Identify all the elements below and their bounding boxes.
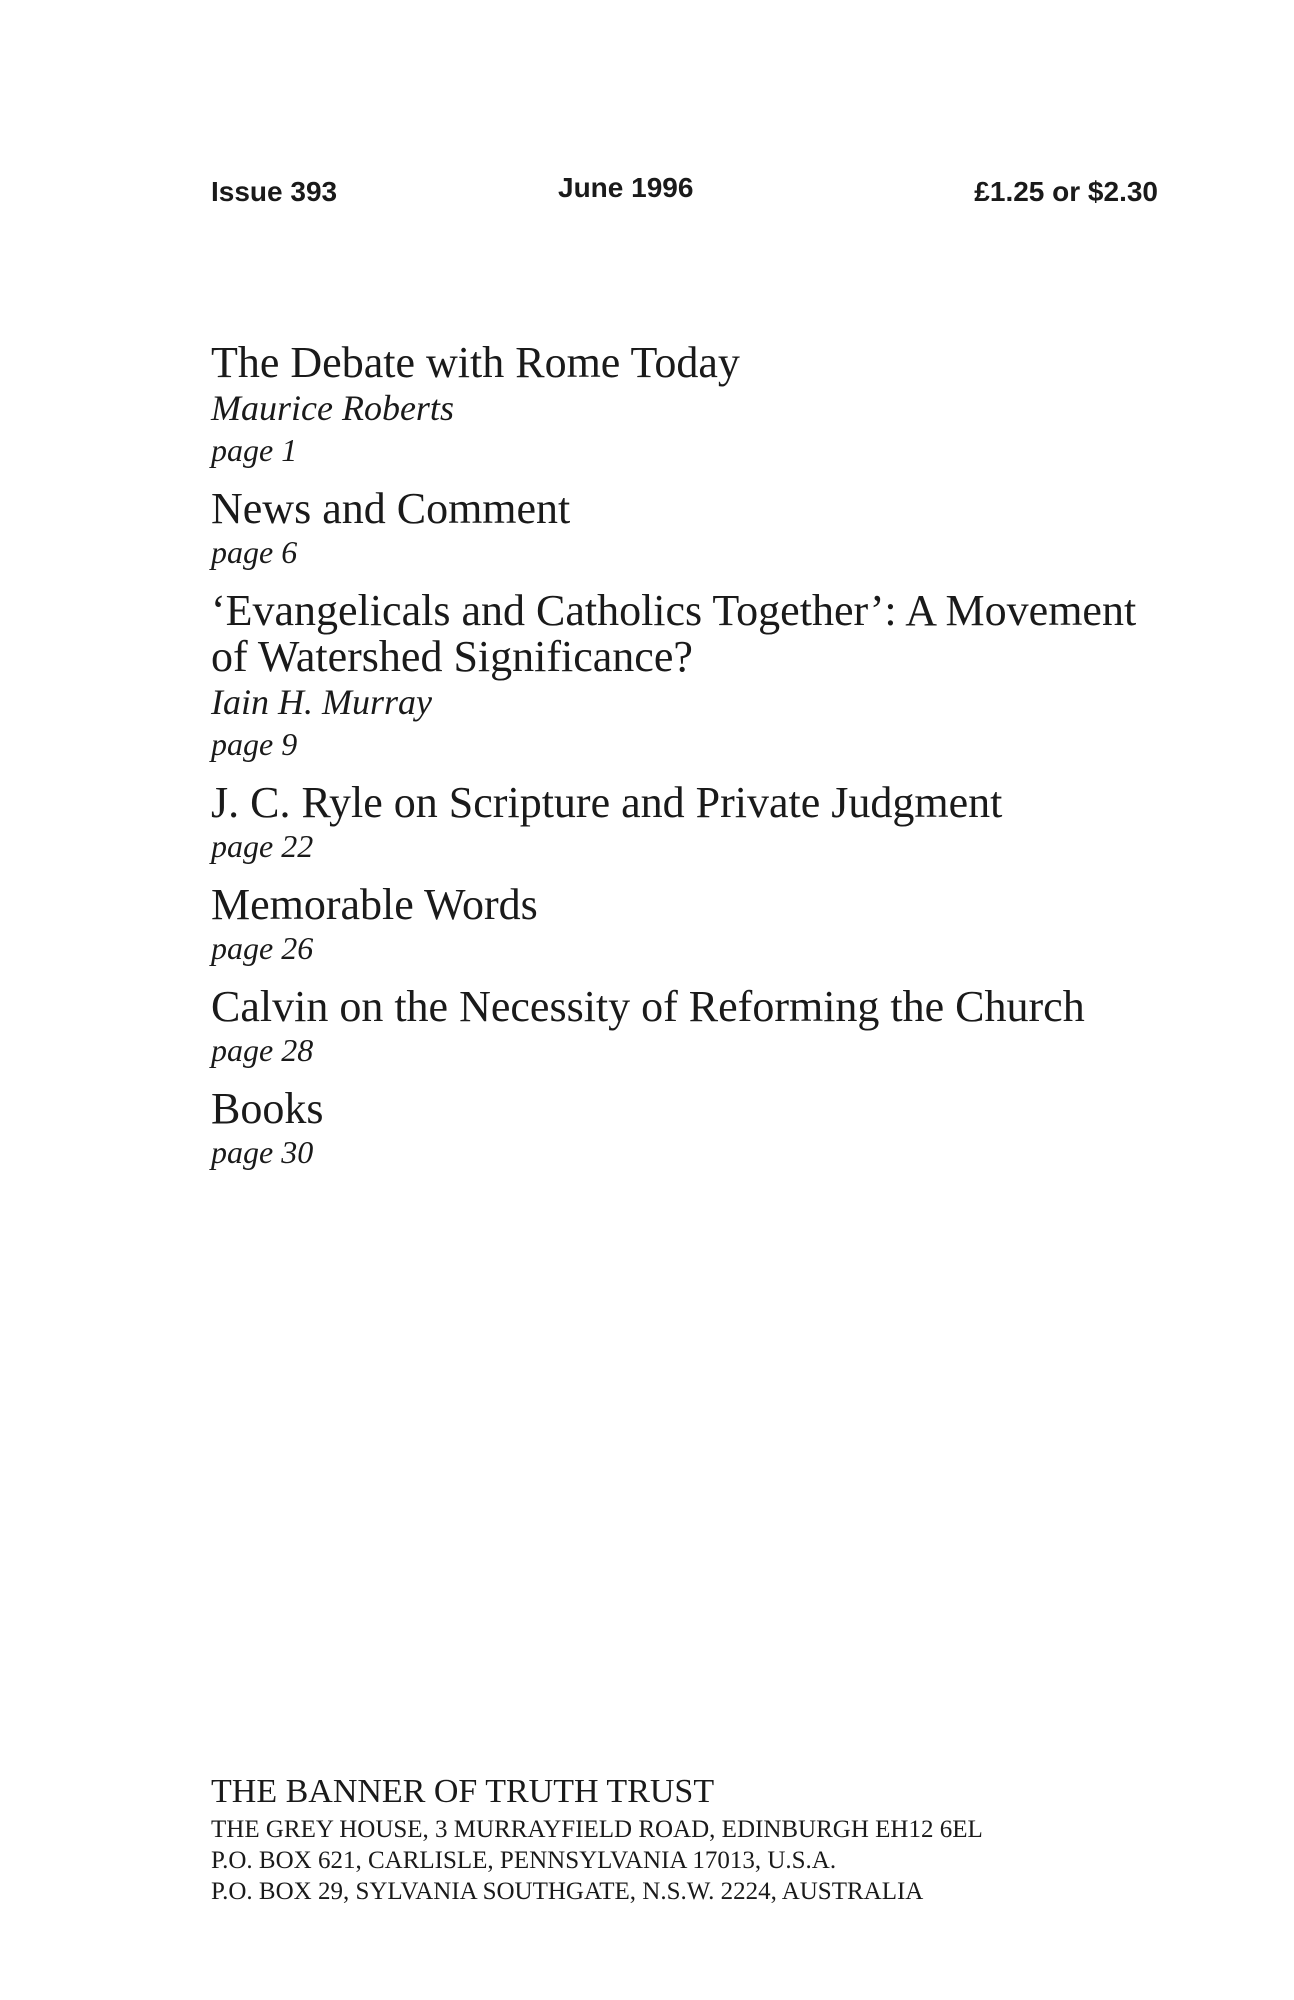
- contents-entry: [211, 486, 1171, 572]
- issue-header: [211, 172, 1158, 216]
- publisher-block: [211, 1770, 1171, 1907]
- publisher-address: THE GREY HOUSE, 3 MURRAYFIELD ROAD, EDINBURGH EH12 6EL: [211, 1816, 983, 1843]
- entry-page: page 6: [211, 534, 298, 570]
- contents-entry: [211, 340, 1171, 470]
- issue-number: Issue 393: [211, 176, 338, 207]
- entry-title: ‘Evangelicals and Catholics Together’: A Movement of Watershed Significance?: [211, 586, 1137, 681]
- issue-price: £1.25 or $2.30: [974, 176, 1158, 207]
- contents-entry: [211, 882, 1171, 968]
- entry-title: J. C. Ryle on Scripture and Private Judgment: [211, 778, 1003, 827]
- publisher-address: P.O. BOX 621, CARLISLE, PENNSYLVANIA 17013, U.S.A.: [211, 1847, 837, 1874]
- entry-page: page 1: [211, 432, 298, 468]
- entry-title: Calvin on the Necessity of Reforming the Church: [211, 982, 1085, 1031]
- entry-page: page 9: [211, 726, 298, 762]
- entry-page: page 30: [211, 1134, 314, 1170]
- entry-page: page 22: [211, 828, 314, 864]
- entry-title: Memorable Words: [211, 880, 538, 929]
- entry-title: The Debate with Rome Today: [211, 338, 740, 387]
- table-of-contents: [211, 340, 1171, 1188]
- publisher-name: THE BANNER OF TRUTH TRUST: [211, 1773, 715, 1810]
- entry-title: Books: [211, 1084, 324, 1133]
- publisher-address: P.O. BOX 29, SYLVANIA SOUTHGATE, N.S.W. 2224, AUSTRALIA: [211, 1878, 924, 1905]
- contents-entry: [211, 1086, 1171, 1172]
- contents-entry: [211, 588, 1171, 764]
- contents-entry: [211, 984, 1171, 1070]
- entry-page: page 28: [211, 1032, 314, 1068]
- entry-author: Maurice Roberts: [211, 388, 454, 428]
- entry-author: Iain H. Murray: [211, 682, 432, 722]
- entry-title: News and Comment: [211, 484, 571, 533]
- entry-page: page 26: [211, 930, 314, 966]
- contents-entry: [211, 780, 1171, 866]
- issue-date: June 1996: [558, 172, 694, 203]
